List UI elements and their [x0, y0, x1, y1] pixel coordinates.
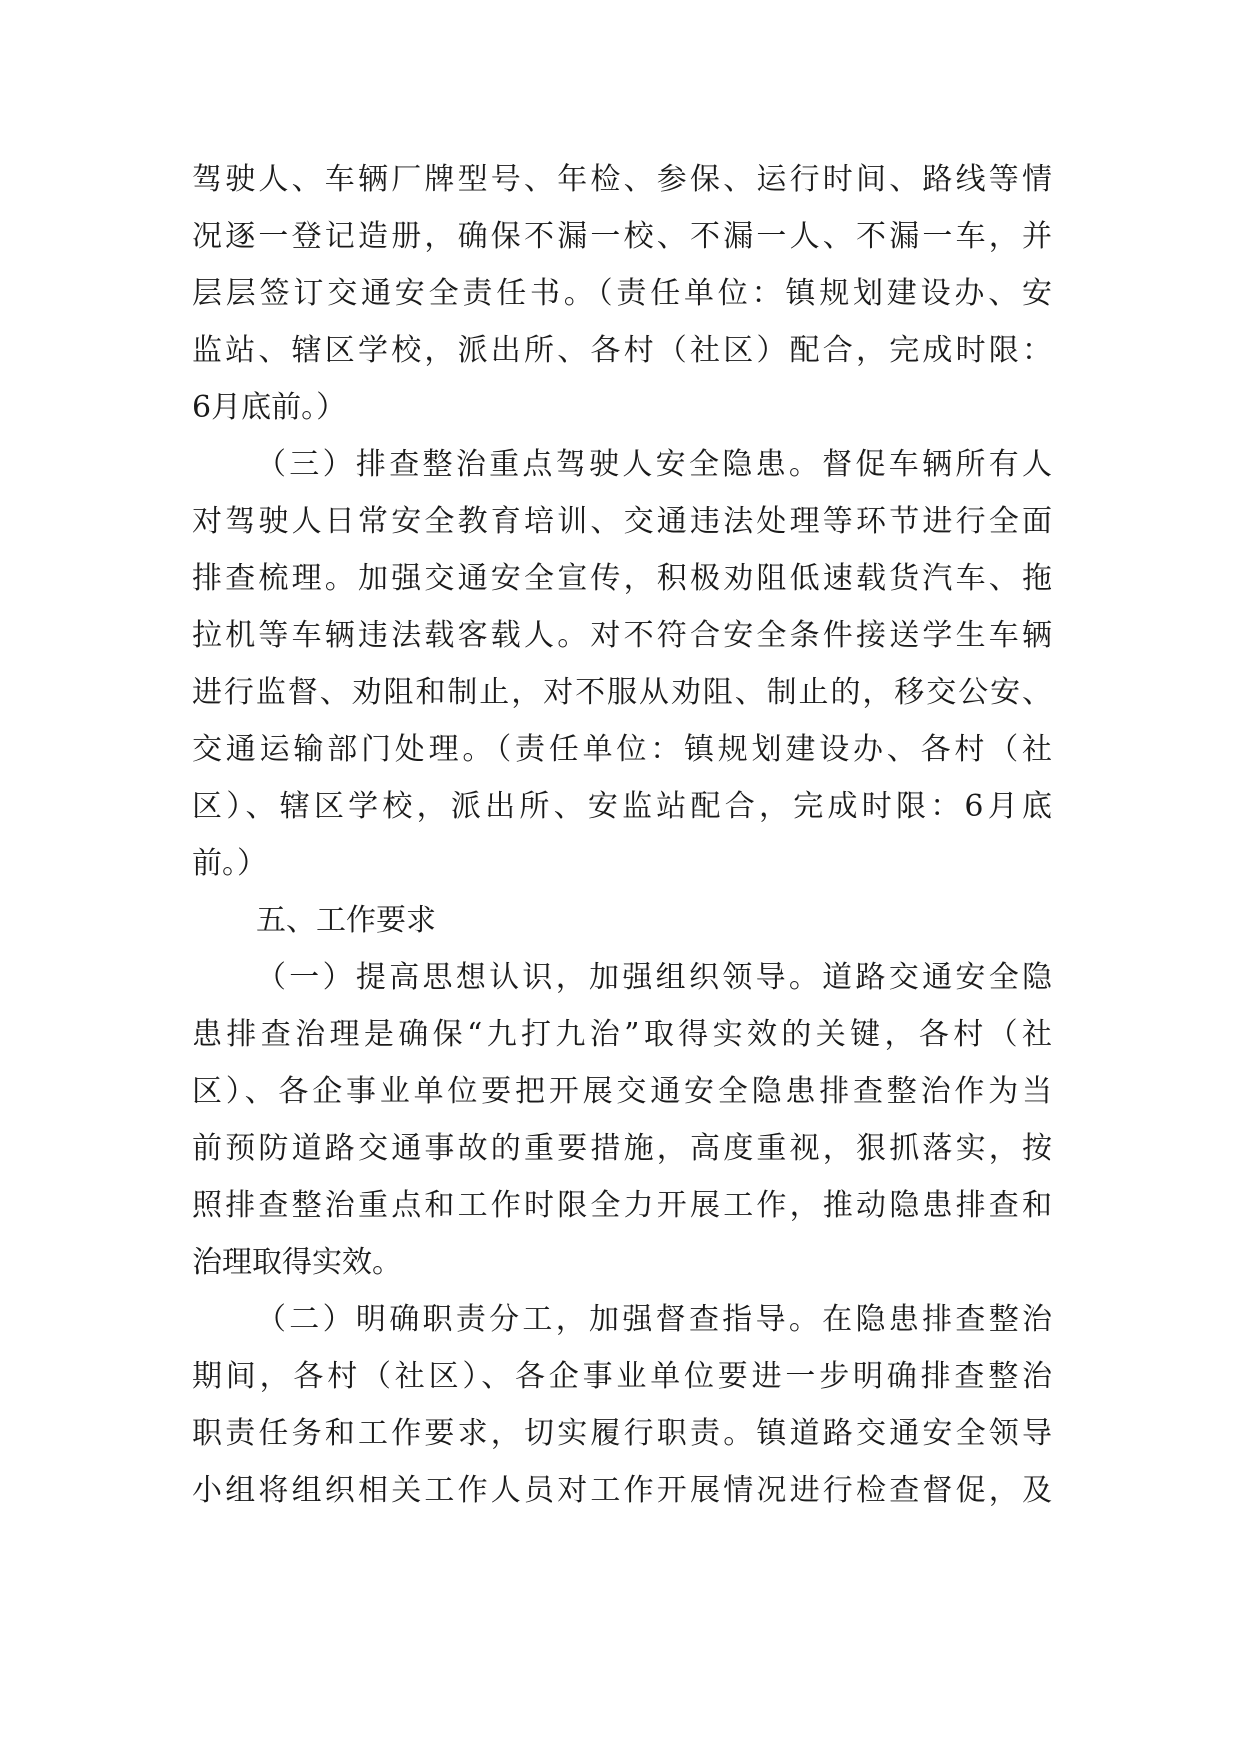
- text-line: 前。）: [192, 846, 267, 881]
- text-line: 区）、各企事业单位要把开展交通安全隐患排查整治作为当: [192, 1074, 1052, 1109]
- paragraph-heading-2: （二）明确职责分工，加强督查指导。在隐患排查整治: [256, 1302, 1052, 1337]
- text-line: 6月底前。）: [192, 390, 347, 425]
- text-line: 驾驶人、车辆厂牌型号、年检、参保、运行时间、路线等情: [192, 162, 1052, 197]
- paragraph-heading-1: （一）提高思想认识，加强组织领导。道路交通安全隐: [256, 960, 1052, 995]
- text-line: 职责任务和工作要求，切实履行职责。镇道路交通安全领导: [192, 1416, 1052, 1451]
- text-line: 进行监督、劝阻和制止，对不服从劝阻、制止的，移交公安、: [192, 675, 1052, 710]
- text-line: 对驾驶人日常安全教育培训、交通违法处理等环节进行全面: [192, 504, 1052, 539]
- text-line: 交通运输部门处理。（责任单位：镇规划建设办、各村（社: [192, 732, 1052, 767]
- text-line: 期间，各村（社区）、各企事业单位要进一步明确排查整治: [192, 1359, 1052, 1394]
- text-line: 监站、辖区学校，派出所、各村（社区）配合，完成时限：: [192, 333, 1052, 368]
- text-line: 况逐一登记造册，确保不漏一校、不漏一人、不漏一车，并: [192, 219, 1052, 254]
- text-line: 区）、辖区学校，派出所、安监站配合，完成时限：6月底: [192, 789, 1052, 824]
- text-line: 排查梳理。加强交通安全宣传，积极劝阻低速载货汽车、拖: [192, 561, 1052, 596]
- text-line: 治理取得实效。: [192, 1245, 402, 1280]
- text-line: 小组将组织相关工作人员对工作开展情况进行检查督促，及: [192, 1473, 1052, 1508]
- paragraph-heading-3: （三）排查整治重点驾驶人安全隐患。督促车辆所有人: [256, 447, 1052, 482]
- section-heading: 五、工作要求: [256, 903, 436, 938]
- text-line: 照排查整治重点和工作时限全力开展工作，推动隐患排查和: [192, 1188, 1052, 1223]
- text-line: 患排查治理是确保“九打九治”取得实效的关键，各村（社: [192, 1017, 1052, 1052]
- text-line: 前预防道路交通事故的重要措施，高度重视，狠抓落实，按: [192, 1131, 1052, 1166]
- text-line: 层层签订交通安全责任书。（责任单位：镇规划建设办、安: [192, 276, 1052, 311]
- text-line: 拉机等车辆违法载客载人。对不符合安全条件接送学生车辆: [192, 618, 1052, 653]
